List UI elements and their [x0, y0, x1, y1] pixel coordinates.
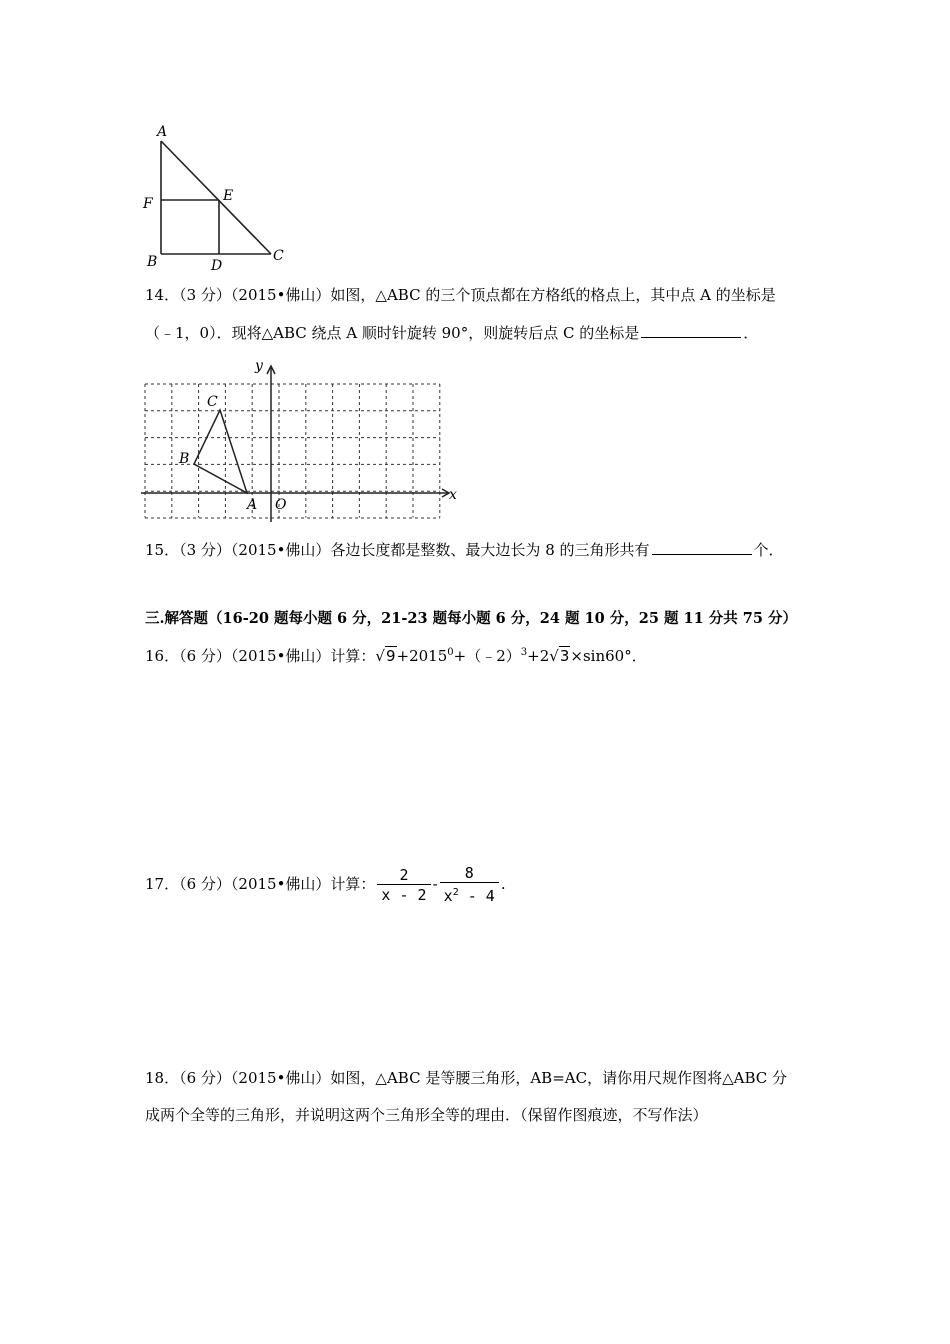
question-15-text: 15．（3 分）（2015•佛山）各边长度都是整数、最大边长为 8 的三角形共有 — [145, 541, 650, 559]
question-15 — [145, 540, 784, 560]
question-18-line2: 成两个全等的三角形，并说明这两个三角形全等的理由．（保留作图痕迹，不写作法） — [145, 1106, 708, 1124]
question-15-end: 个． — [753, 541, 784, 559]
answer-blank-15[interactable] — [652, 540, 752, 555]
question-18-line1: 18．（6 分）（2015•佛山）如图，△ABC 是等腰三角形，AB=AC，请你用尺规作图将△ABC 分 — [145, 1069, 787, 1087]
label-a: A — [247, 497, 258, 513]
figure-triangle-rectangle — [135, 120, 295, 275]
label-a: A — [157, 124, 168, 140]
answer-blank-14[interactable] — [641, 323, 741, 338]
question-14-number: 14． — [145, 286, 180, 304]
triangle-abc — [194, 410, 247, 493]
figure-grid-triangle — [135, 352, 465, 527]
question-14-end: ． — [743, 324, 759, 342]
question-16-part2: +2015 — [396, 647, 448, 665]
question-16 — [145, 643, 647, 666]
question-17-suffix: . — [500, 875, 506, 893]
fraction-1: $\frac{2}{x - 2}$ — [377, 866, 430, 905]
question-14-text2: （﹣1，0）．现将△ABC 绕点 A 顺时针旋转 90°，则旋转后点 C 的坐标是 — [145, 324, 640, 342]
label-c: C — [273, 248, 284, 264]
question-17 — [145, 862, 506, 906]
exponent-three: 3 — [520, 647, 528, 658]
question-14-line1 — [145, 285, 776, 305]
question-16-suffix: ×sin60°． — [570, 647, 647, 665]
label-f: F — [143, 196, 153, 212]
label-b: B — [147, 254, 158, 270]
sqrt-3: √3 — [549, 647, 570, 665]
section-3-title: 三.解答题（16-20 题每小题 6 分，21-23 题每小题 6 分，24 题 10 分，25 题 11 分共 75 分） — [145, 610, 798, 627]
label-o: O — [275, 497, 287, 513]
question-16-part3: +（﹣2） — [453, 647, 521, 665]
label-y: y — [255, 358, 263, 374]
exponent-zero: 0 — [447, 647, 454, 658]
label-b: B — [179, 451, 190, 467]
label-d: D — [211, 258, 223, 274]
label-e: E — [223, 188, 234, 204]
sqrt-9: √9 — [375, 647, 396, 665]
question-17-prefix: 17．（6 分）（2015•佛山）计算： — [145, 875, 376, 893]
fraction-2: $\frac{8}{x^2 - 4}$ — [440, 864, 499, 906]
question-16-prefix: 16．（6 分）（2015•佛山）计算： — [145, 647, 376, 665]
segment-ac — [161, 141, 271, 254]
question-16-part4: +2 — [527, 647, 550, 665]
label-x: x — [449, 487, 457, 503]
label-c: C — [207, 394, 218, 410]
question-14-line2 — [145, 323, 758, 343]
minus-sign: - — [432, 875, 438, 893]
question-14-text1: （3 分）（2015•佛山）如图，△ABC 的三个顶点都在方格纸的格点上，其中点 A 的坐标是 — [179, 286, 776, 304]
